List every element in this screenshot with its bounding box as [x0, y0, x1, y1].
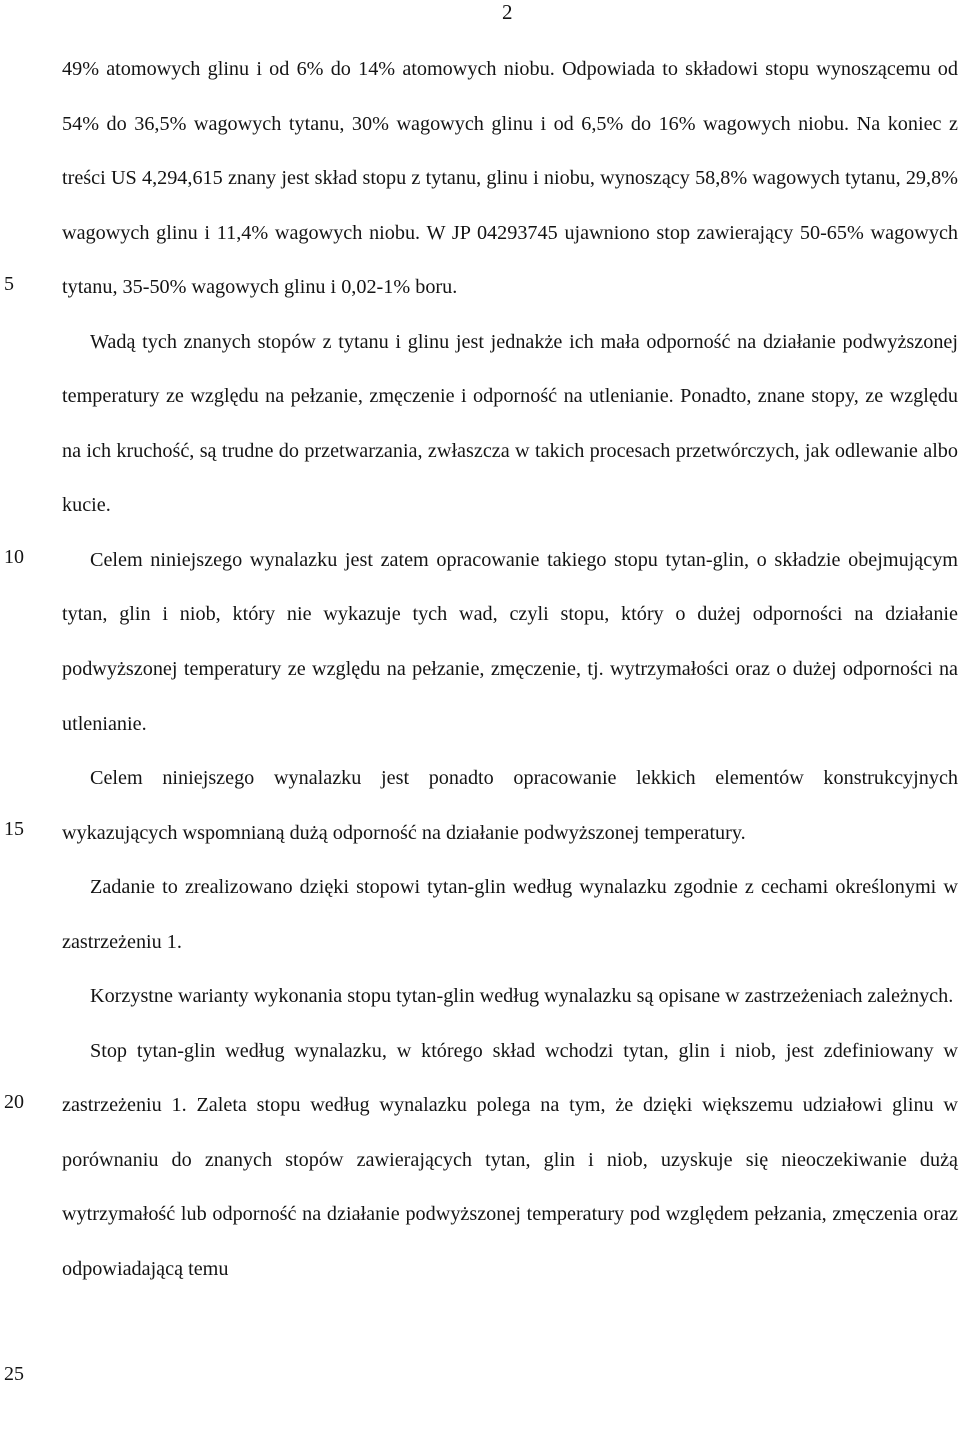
line-number-15: 15 — [4, 818, 24, 840]
paragraph-task-realized: Zadanie to zrealizowano dzięki stopowi tytan-glin według wynalazku zgodnie z cechami określonymi w zastrzeżeniu 1. — [62, 876, 958, 953]
paragraph-invention-object: Celem niniejszego wynalazku jest zatem opracowanie takiego stopu tytan-glin, o składzie obejmującym tytan, glin i niob, który nie wykazuje tych wad, czyli stopu, który o dużej odporności na działanie podwyższonej temperatury ze względu na pełzanie, zmęczenie, tj. wytrzymałości oraz o dużej odporności na utlenianie. — [62, 548, 958, 735]
paragraph-prior-art-drawbacks: Wadą tych znanych stopów z tytanu i glinu jest jednakże ich mała odporność na działanie podwyższonej temperatury ze względu na pełzanie, zmęczenie i odporność na utlenianie. Ponadto, znane stopy, ze względu na ich kruchość, są trudne do przetwarzania, zwłaszcza w takich procesach przetwórczych, jak odlewanie albo kucie. — [62, 330, 958, 517]
line-number-25: 25 — [4, 1363, 24, 1385]
paragraph-prior-art-composition: 49% atomowych glinu i od 6% do 14% atomowych niobu. Odpowiada to składowi stopu wynoszącemu od 54% do 36,5% wagowych tytanu, 30% wagowych glinu i od 6,5% do 16% wagowych niobu. Na koniec z treści US 4,294,615 znany jest skład stopu z tytanu, glinu i niobu, wynoszący 58,8% wagowych tytanu, 29,8% wagowych glinu i 11,4% wagowych niobu. W JP 04293745 ujawniono stop zawierający 50-65% wagowych tytanu, 35-50% wagowych glinu i 0,02-1% boru. — [62, 58, 958, 299]
line-number-5: 5 — [4, 273, 14, 295]
page-number: 2 — [502, 0, 513, 24]
paragraph-invention-object-components: Celem niniejszego wynalazku jest ponadto opracowanie lekkich elementów konstrukcyjnych wykazujących wspomnianą dużą odporność na działanie podwyższonej temperatury. — [62, 767, 958, 844]
document-body — [62, 42, 958, 1297]
paragraph-alloy-advantage: Stop tytan-glin według wynalazku, w którego skład wchodzi tytan, glin i niob, jest zdefiniowany w zastrzeżeniu 1. Zaleta stopu według wynalazku polega na tym, że dzięki większemu udziałowi glinu w porównaniu do znanych stopów zawierających tytan, glin i niob, uzyskuje się nieoczekiwanie dużą wytrzymałość lub odporność na działanie podwyższonej temperatury pod względem pełzania, zmęczenia oraz odpowiadającą temu — [62, 1039, 958, 1281]
paragraph-preferred-variants: Korzystne warianty wykonania stopu tytan-glin według wynalazku są opisane w zastrzeżeniach zależnych. — [90, 985, 954, 1008]
line-number-10: 10 — [4, 546, 24, 568]
line-number-20: 20 — [4, 1091, 24, 1113]
